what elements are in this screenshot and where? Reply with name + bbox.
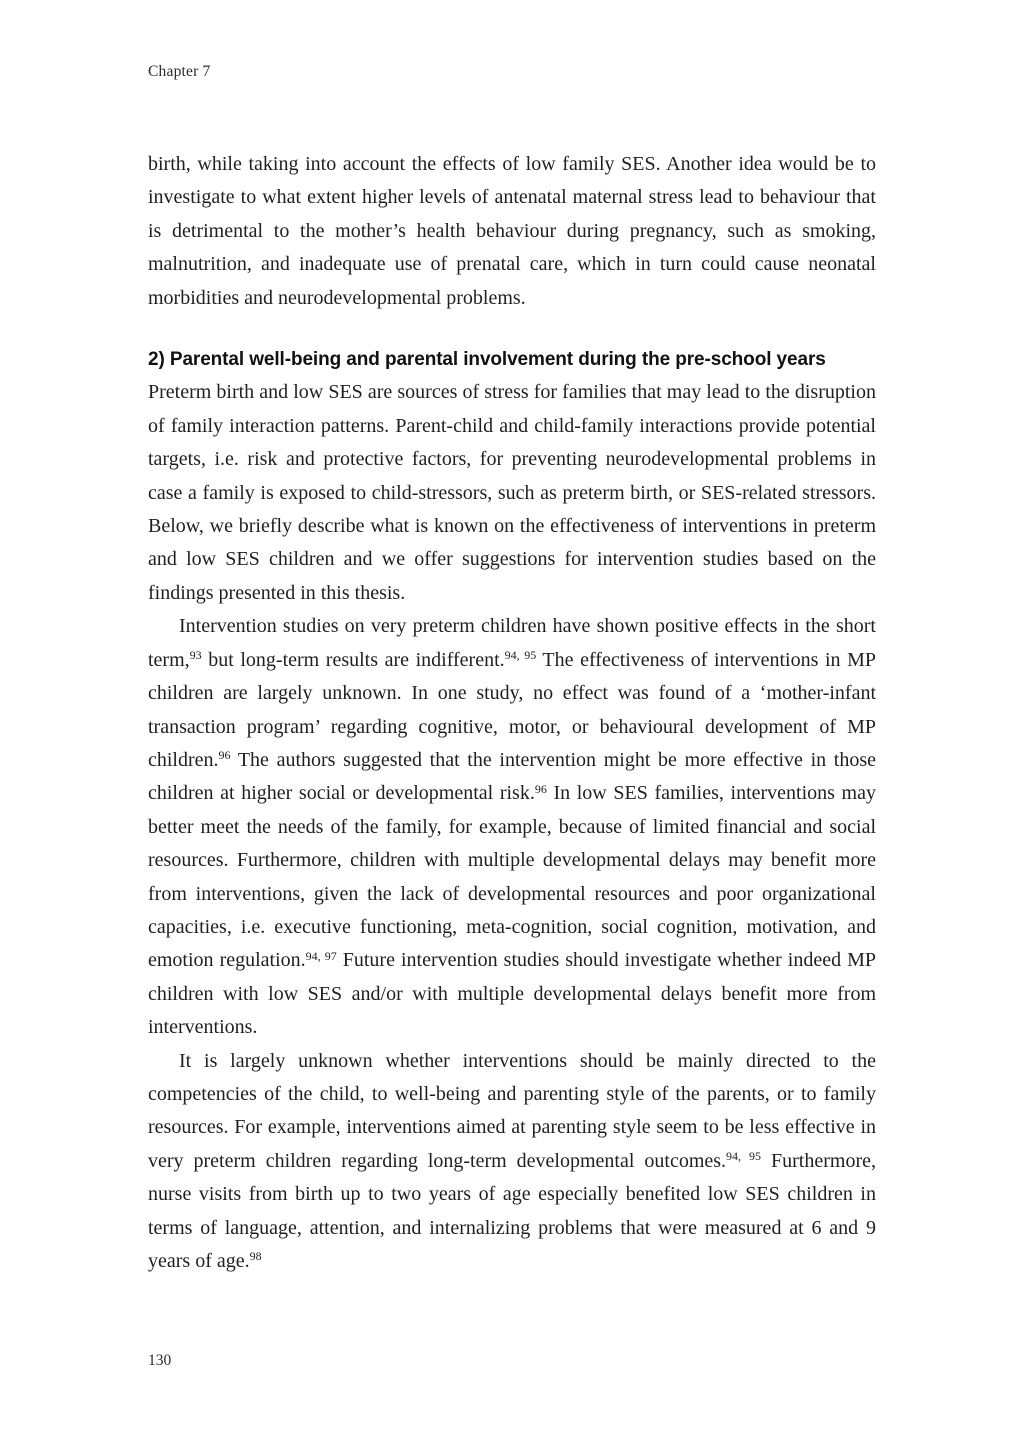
body-paragraph-1: birth, while taking into account the effects of low family SES. Another idea would be to investigate to what extent higher levels of antenatal maternal stress lead to behaviour that is detrimental to the mother’s health behaviour during pregnancy, such as smoking, malnutrition, and inadequate use of prenatal care, which in turn could cause neonatal morbidities and neurodevelopmental problems. — [148, 153, 876, 309]
footnote-reference: 94, 97 — [305, 948, 337, 963]
footnote-reference: 93 — [189, 648, 202, 663]
page-number: 130 — [148, 1352, 172, 1369]
footnote-reference: 94, 95 — [504, 648, 537, 663]
footnote-reference: 96 — [534, 781, 547, 796]
body-text-block — [148, 148, 876, 1278]
footnote-reference: 98 — [249, 1249, 262, 1264]
running-header: Chapter 7 — [148, 63, 211, 80]
body-paragraph-4: It is largely unknown whether interventions should be mainly directed to the competencies of the child, to well-being and parenting style of the parents, or to family resources. For example, interventions aimed at parenting style seem to be less effective in very preterm children regarding long-term developmental outcomes.$^{94, 95}$ Furthermore, nurse visits from birth up to two years of age especially benefited low SES children in terms of language, attention, and internalizing problems that were measured at 6 and 9 years of age.$^{98}$ — [148, 1049, 876, 1272]
section-heading: 2) Parental well-being and parental involvement during the pre-school years — [148, 349, 826, 371]
body-paragraph-3: Intervention studies on very preterm children have shown positive effects in the short term,$^{93}$ but long-term results are indifferent.$^{94, 95}$ The effectiveness of interventions in MP children are largely unknown. In one study, no effect was found of a ‘mother-infant transaction program’ regarding cognitive, motor, or behavioural development of MP children.$^{96}$ The authors suggested that the intervention might be more effective in those children at higher social or developmental risk.$^{96}$ In low SES families, interventions may better meet the needs of the family, for example, because of limited financial and social resources. Furthermore, children with multiple developmental delays may benefit more from interventions, given the lack of developmental resources and poor organizational capacities, i.e. executive functioning, meta-cognition, social cognition, motivation, and emotion regulation.$^{94, 97}$ Future intervention studies should investigate whether indeed MP children with low SES and/or with multiple developmental delays benefit more from interventions. — [148, 615, 877, 1039]
body-paragraph-2: Preterm birth and low SES are sources of stress for families that may lead to the disruption of family interaction patterns. Parent-child and child-family interactions provide potential targets, i.e. risk and protective factors, for preventing neurodevelopmental problems in case a family is exposed to child-stressors, such as preterm birth, or SES-related stressors. Below, we briefly describe what is known on the effectiveness of interventions in preterm and low SES children and we offer suggestions for intervention studies based on the findings presented in this thesis. — [148, 381, 876, 604]
footnote-reference: 94, 95 — [726, 1149, 762, 1164]
footnote-reference: 96 — [218, 748, 231, 763]
